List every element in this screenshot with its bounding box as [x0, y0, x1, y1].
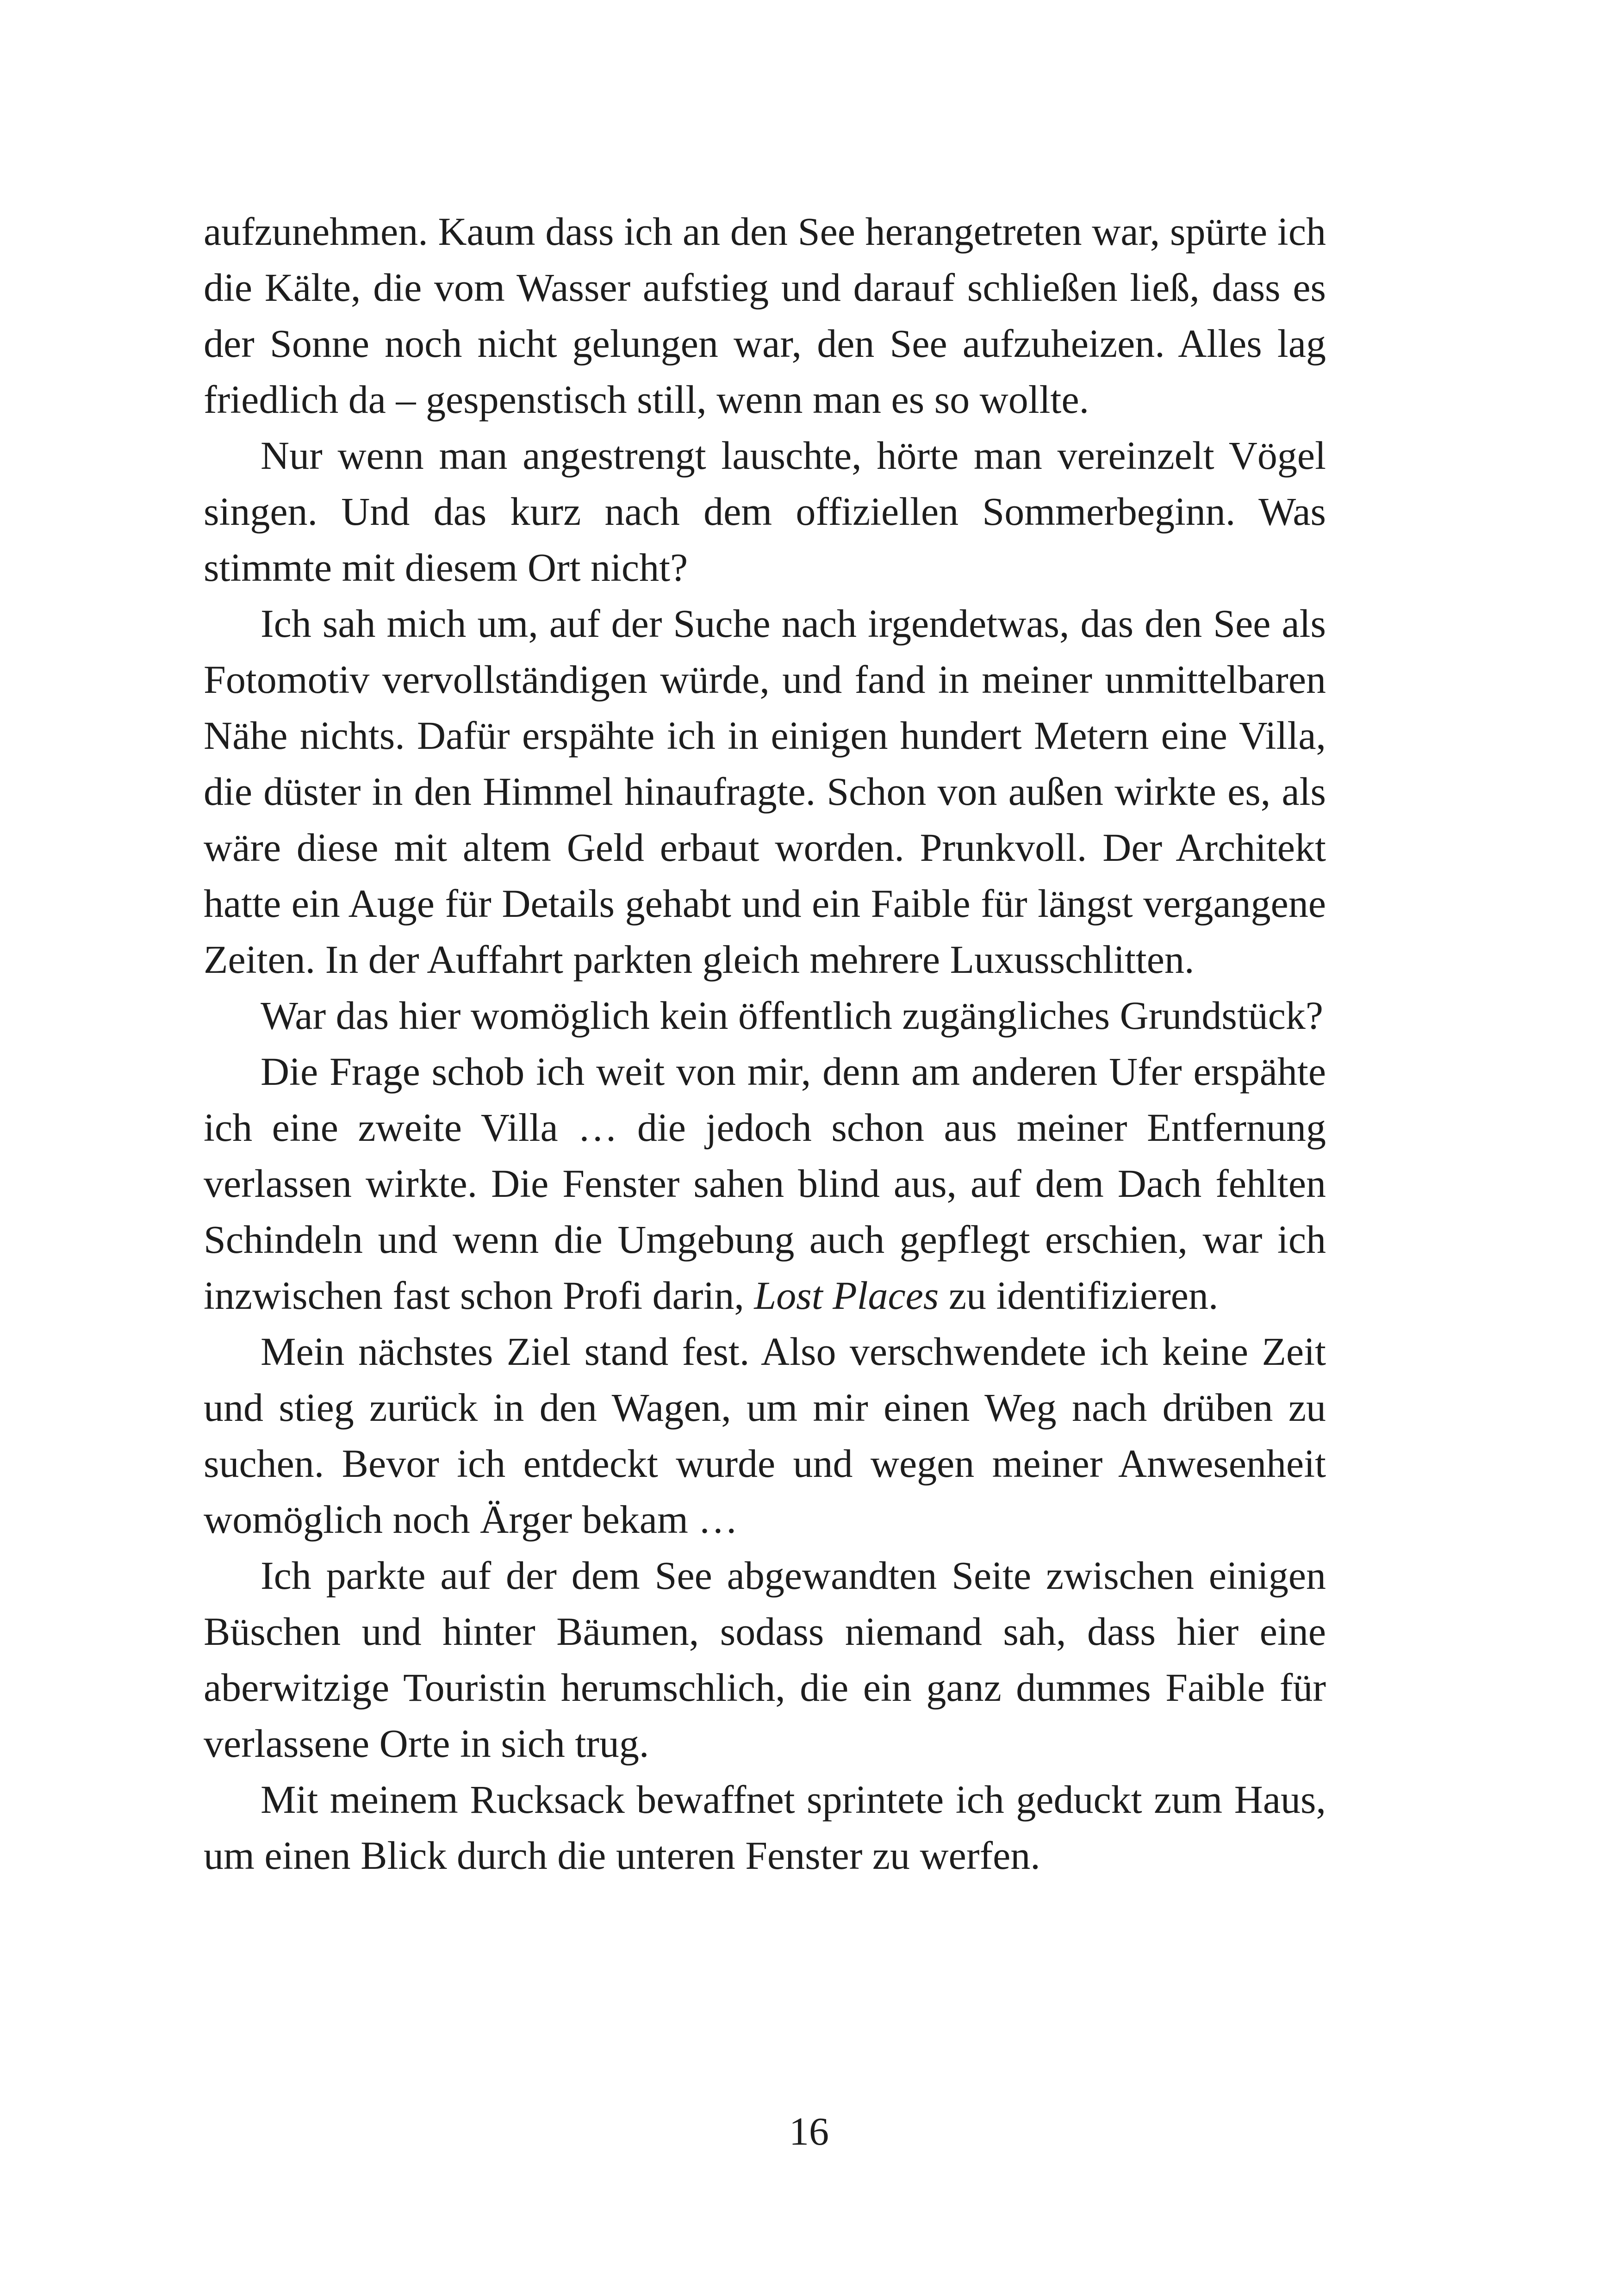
paragraph-5	[204, 1044, 1326, 1324]
paragraph-8: Mit meinem Rucksack bewaffnet sprintete ich geduckt zum Haus, um einen Blick durch die unteren Fenster zu werfen.	[204, 1777, 1326, 1878]
paragraph-5-text-before: Die Frage schob ich weit von mir, denn am anderen Ufer erspähte ich eine zweite Villa … die jedoch schon aus meiner Entfernung verlassen wirkte. Die Fenster sahen blind aus, auf dem Dach fehlten Schindeln und wenn die Umgebung auch gepflegt erschien, war ich inzwischen fast schon Profi darin,	[204, 1049, 1326, 1318]
paragraph-5-italic-term: Lost Places	[754, 1273, 939, 1318]
page-number: 16	[789, 2109, 829, 2153]
paragraph-7: Ich parkte auf der dem See abgewandten Seite zwischen einigen Büschen und hinter Bäumen, sodass niemand sah, dass hier eine aberwitzige Touristin herumschlich, die ein ganz dummes Faible für verlassene Orte in sich trug.	[204, 1553, 1326, 1766]
paragraph-2: Nur wenn man angestrengt lauschte, hörte man vereinzelt Vögel singen. Und das kurz nach dem offiziellen Sommerbeginn. Was stimmte mit diesem Ort nicht?	[204, 433, 1326, 590]
paragraph-5-text-after: zu identifizieren.	[939, 1273, 1219, 1318]
paragraph-1: aufzunehmen. Kaum dass ich an den See herangetreten war, spürte ich die Kälte, die vom Wasser aufstieg und darauf schließen ließ, dass es der Sonne noch nicht gelungen war, den See aufzuheizen. Alles lag friedlich da – gespenstisch still, wenn man es so wollte.	[204, 209, 1326, 422]
body-text	[204, 204, 1326, 1884]
paragraph-4: War das hier womöglich kein öffentlich zugängliches Grundstück?	[261, 993, 1324, 1038]
paragraph-6: Mein nächstes Ziel stand fest. Also verschwendete ich keine Zeit und stieg zurück in den Wagen, um mir einen Weg nach drüben zu suchen. Bevor ich entdeckt wurde und wegen meiner Anwesenheit womöglich noch Ärger bekam …	[204, 1329, 1326, 1542]
paragraph-3: Ich sah mich um, auf der Suche nach irgendetwas, das den See als Fotomotiv vervollständigen würde, und fand in meiner unmittelbaren Nähe nichts. Dafür erspähte ich in einigen hundert Metern eine Villa, die düster in den Himmel hinaufragte. Schon von außen wirkte es, als wäre diese mit altem Geld erbaut worden. Prunkvoll. Der Architekt hatte ein Auge für Details gehabt und ein Faible für längst vergangene Zeiten. In der Auffahrt parkten gleich mehrere Luxusschlitten.	[204, 601, 1326, 982]
